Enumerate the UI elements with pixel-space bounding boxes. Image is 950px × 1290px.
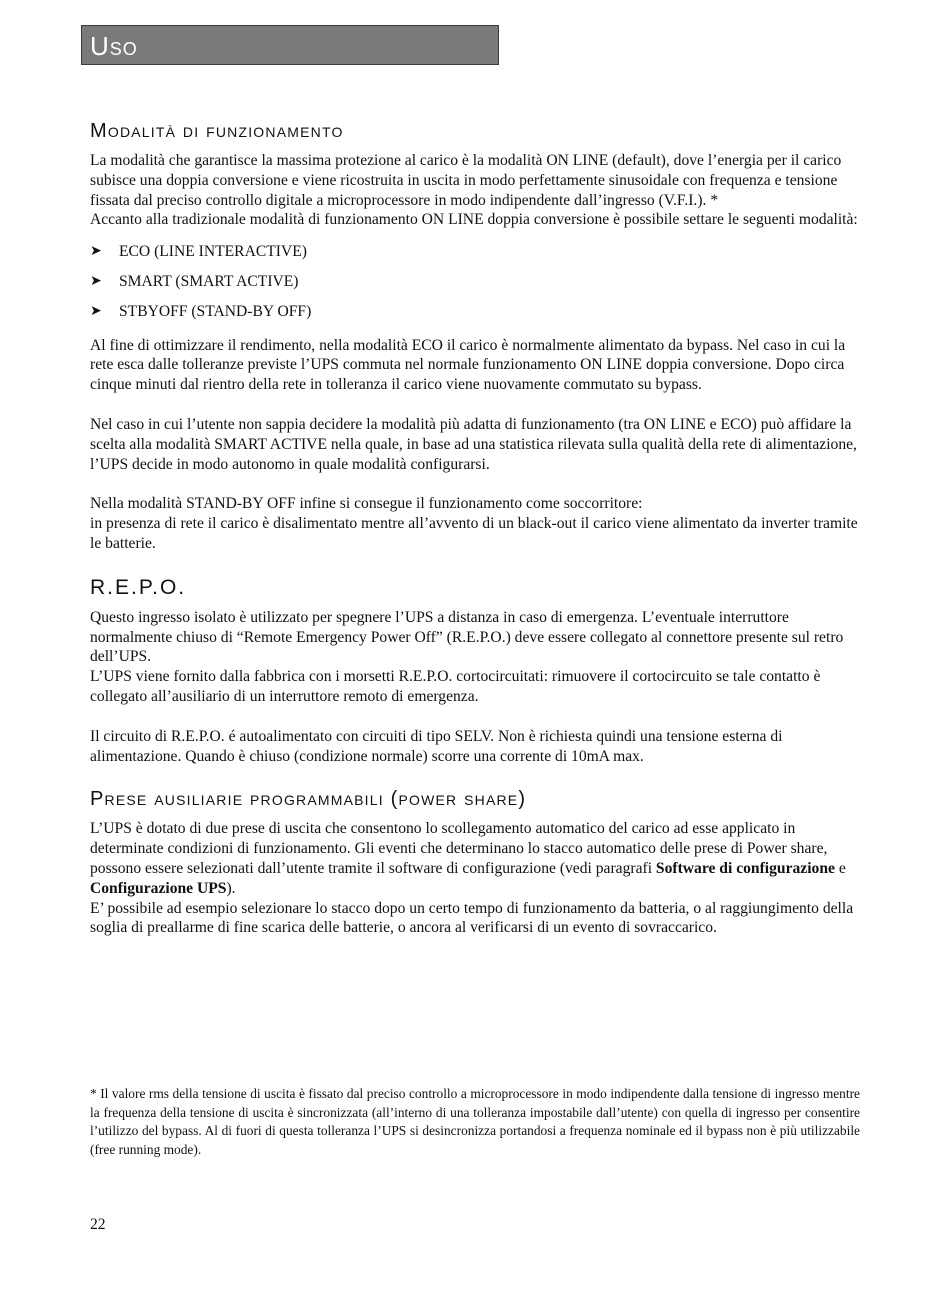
paragraph: Al fine di ottimizzare il rendimento, nella modalità ECO il carico è normalmente alimentato da bypass. Nel caso in cui la rete esca dalle tolleranze previste l’UPS commuta nel normale funzionamento ON LINE doppia conversione. Dopo circa cinque minuti dal rientro della rete in tolleranza il carico viene nuovamente commutato su bypass. <box>90 336 846 394</box>
paragraph: La modalità che garantisce la massima protezione al carico è la modalità ON LINE (default), dove l’energia per il carico subisce una doppia conversione e viene ricostruita in uscita in modo perfettamente sinusoidale con frequenza e tensione fissata dal preciso controllo digitale a microprocessore in modo indipendente dall’ingresso (V.F.I.). * <box>90 152 842 209</box>
text-run: e <box>834 859 846 877</box>
list-item <box>90 302 865 322</box>
reference-software-config: Software di configurazione <box>655 859 835 877</box>
section-title-modalita: Modalità di funzionamento <box>90 120 344 142</box>
list-item-label: STBYOFF (STAND-BY OFF) <box>119 302 312 320</box>
paragraph: Nel caso in cui l’utente non sappia decidere la modalità più adatta di funzionamento (tra ON LINE e ECO) può affidare la scelta alla modalità SMART ACTIVE nella quale, in base ad una statistica rilevata sulla qualità della rete di alimentazione, l’UPS decide in modo autonomo in quale modalità configurarsi. <box>90 415 857 473</box>
paragraph: Accanto alla tradizionale modalità di funzionamento ON LINE doppia conversione è possibile settare le seguenti modalità: <box>90 211 858 229</box>
page-content <box>90 120 865 938</box>
chapter-header-bar <box>81 25 499 65</box>
page-number: 22 <box>90 1216 106 1233</box>
arrowhead-bullet-icon: ➤ <box>90 302 102 319</box>
arrowhead-bullet-icon: ➤ <box>90 243 102 260</box>
section-title-repo: R.E.P.O. <box>90 575 187 599</box>
reference-config-ups: Configurazione UPS <box>90 879 227 897</box>
paragraph <box>90 819 865 898</box>
list-item <box>90 272 865 292</box>
arrowhead-bullet-icon: ➤ <box>90 272 102 289</box>
text-run: ). <box>226 879 236 897</box>
paragraph: L’UPS viene fornito dalla fabbrica con i morsetti R.E.P.O. cortocircuitati: rimuovere il cortocircuito se tale contatto è collegato all’ausiliario di un interruttore remoto di emergenza. <box>90 668 821 705</box>
mode-list <box>90 242 865 321</box>
list-item <box>90 242 865 262</box>
paragraph: Nella modalità STAND-BY OFF infine si consegue il funzionamento come soccorritore: <box>90 495 643 513</box>
section-title-prese: Prese ausiliarie programmabili (power share) <box>90 788 527 811</box>
chapter-title: Uso <box>90 31 138 61</box>
paragraph: E’ possibile ad esempio selezionare lo stacco dopo un certo tempo di funzionamento da batteria, o al raggiungimento della soglia di preallarme di fine scarica delle batterie, o ancora al verificarsi di un evento di sovraccarico. <box>90 899 854 937</box>
footnote: * Il valore rms della tensione di uscita è fissato dal preciso controllo a microprocessore in modo indipendente dalla tensione di ingresso mentre la frequenza della tensione di uscita è sincronizzata (all’interno di una tolleranza impostabile dall’utente) con quella di ingresso per consentire l’utilizzo del bypass. Al di fuori di questa tolleranza l’UPS si desincronizza portandosi a frequenza nominale ed il bypass non è più utilizzabile (free running mode). <box>90 1086 860 1157</box>
text-run: L’UPS è dotato di due prese di uscita che consentono lo scollegamento automatico del carico ad esse applicato in determinate condizioni di funzionamento. Gli eventi che determinano lo stacco automatico delle prese di Power share, possono essere selezionati dall’utente tramite il software di configurazione (vedi paragrafi <box>90 820 828 877</box>
paragraph: Questo ingresso isolato è utilizzato per spegnere l’UPS a distanza in caso di emergenza. L’eventuale interruttore normalmente chiuso di “Remote Emergency Power Off” (R.E.P.O.) deve essere collegato al connettore presente sul retro dell’UPS. <box>90 608 844 666</box>
paragraph: Il circuito di R.E.P.O. é autoalimentato con circuiti di tipo SELV. Non è richiesta quindi una tensione esterna di alimentazione. Quando è chiuso (condizione normale) scorre una corrente di 10mA max. <box>90 727 783 765</box>
list-item-label: SMART (SMART ACTIVE) <box>119 272 299 290</box>
paragraph: in presenza di rete il carico è disalimentato mentre all’avvento di un black-out il carico viene alimentato da inverter tramite le batterie. <box>90 515 858 552</box>
list-item-label: ECO (LINE INTERACTIVE) <box>119 243 307 261</box>
